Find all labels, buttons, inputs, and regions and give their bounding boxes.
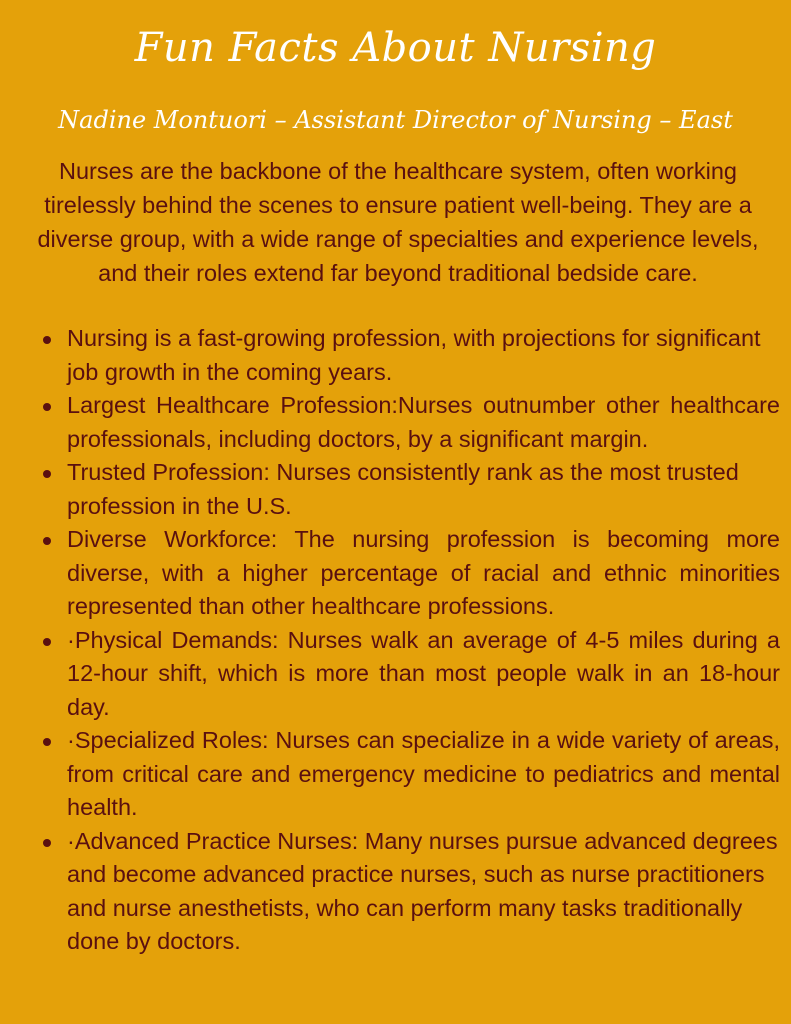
list-item <box>67 456 780 523</box>
page-title: Fun Facts About Nursing <box>134 25 657 71</box>
fact-text: Largest Healthcare Profession:Nurses outnumber other healthcare professionals, including doctors, by a significant margin. <box>67 392 780 452</box>
fact-text: ·Physical Demands: Nurses walk an average of 4-5 miles during a 12-hour shift, which is more than most people walk in an 18-hour day. <box>67 626 780 720</box>
list-item <box>67 322 780 389</box>
bullet-icon <box>43 336 51 344</box>
list-item <box>67 724 780 825</box>
bullet-icon <box>43 638 51 646</box>
bullet-icon <box>43 537 51 545</box>
fact-text: Diverse Workforce: The nursing profession is becoming more diverse, with a higher percentage of racial and ethnic minorities represented than other healthcare professions. <box>67 526 780 619</box>
list-item <box>67 825 780 959</box>
fact-text: ·Advanced Practice Nurses: Many nurses pursue advanced degrees and become advanced practice nurses, such as nurse practitioners and nurse anesthetists, who can perform many tasks traditionally done by doctors. <box>67 827 778 954</box>
fact-text: ·Specialized Roles: Nurses can specialize in a wide variety of areas, from critical care and emergency medicine to pediatrics and mental health. <box>67 727 780 820</box>
bullet-icon <box>43 839 51 847</box>
list-item <box>67 624 780 725</box>
bullet-icon <box>43 738 51 746</box>
bullet-icon <box>43 470 51 478</box>
list-item <box>67 523 780 624</box>
fact-text: Nursing is a fast-growing profession, with projections for significant job growth in the coming years. <box>67 325 761 385</box>
author-subtitle: Nadine Montuori – Assistant Director of Nursing – East <box>58 106 733 134</box>
fun-facts-list <box>67 322 780 959</box>
bullet-icon <box>43 403 51 411</box>
list-item <box>67 389 780 456</box>
intro-paragraph: Nurses are the backbone of the healthcare system, often working tirelessly behind the scenes to ensure patient well-being. They are a diverse group, with a wide range of specialties and experience levels, and their roles extend far beyond traditional bedside care. <box>37 158 759 286</box>
fact-text: Trusted Profession: Nurses consistently rank as the most trusted profession in the U.S. <box>67 459 739 519</box>
